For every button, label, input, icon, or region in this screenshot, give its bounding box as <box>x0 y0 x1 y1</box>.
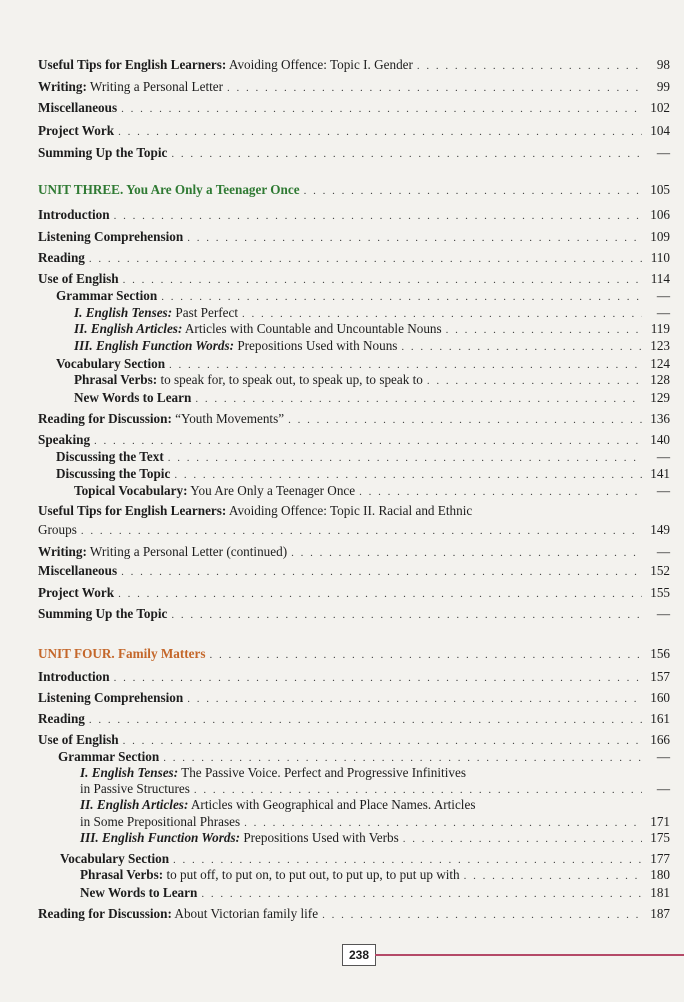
dot-leader <box>168 450 642 466</box>
toc-entry <box>80 830 670 847</box>
toc-entry <box>56 449 670 466</box>
toc-entry-text: Useful Tips for English Learners: <box>38 503 227 518</box>
toc-page-number: 161 <box>650 711 670 726</box>
toc-page-number: 187 <box>650 906 670 921</box>
toc-page-number: 119 <box>650 321 670 336</box>
toc-page-number: 177 <box>650 851 670 866</box>
toc-entry-title <box>38 271 119 287</box>
dot-leader <box>123 733 642 749</box>
toc-entry-text: Vocabulary Section <box>60 851 170 866</box>
toc-entry-text: II. English Articles: <box>74 321 183 336</box>
toc-entry-title <box>56 449 164 465</box>
toc-entry-text: Writing a Personal Letter <box>86 79 224 94</box>
dot-leader <box>201 886 642 902</box>
toc-entry <box>38 690 670 707</box>
toc-entry-text: Groups <box>38 522 77 537</box>
dot-leader <box>291 545 642 561</box>
toc-entry-text: Discussing the Topic <box>56 466 171 481</box>
toc-entry-text: Articles with Geographical and Place Names. Articles <box>188 797 476 812</box>
toc-entry-title <box>38 522 77 538</box>
toc-page-number: 175 <box>650 830 670 845</box>
toc-entry-title <box>74 321 442 337</box>
dot-leader <box>171 607 642 623</box>
toc-entry-title <box>80 885 197 901</box>
toc-entry-title <box>56 288 157 304</box>
toc-page-number: 109 <box>650 229 670 244</box>
toc-entry-text: Writing: <box>38 544 87 559</box>
toc-entry-title <box>80 765 466 781</box>
toc-entry <box>38 522 670 539</box>
toc-entry-text: Avoiding Offence: Topic II. Racial and Ethnic <box>226 503 473 518</box>
dot-leader <box>401 339 642 355</box>
toc-entry-title <box>38 432 90 448</box>
toc-entry <box>38 145 670 162</box>
toc-entry-title <box>74 483 355 499</box>
toc-entry-text: Past Perfect <box>172 305 239 320</box>
toc-entry <box>38 906 670 923</box>
toc-entry-title <box>38 145 167 161</box>
toc-entry-title <box>38 57 413 73</box>
dot-leader <box>210 647 642 663</box>
dot-leader <box>187 230 642 246</box>
dot-leader <box>195 391 642 407</box>
toc-entry-text: to put off, to put on, to put out, to put up, to put up with <box>163 867 460 882</box>
toc-page-number: 156 <box>650 646 670 661</box>
toc-page-number: 98 <box>656 57 670 72</box>
toc-page-number: 155 <box>650 585 670 600</box>
toc-entry-text: Phrasal Verbs: <box>80 867 164 882</box>
dot-leader <box>304 183 642 199</box>
toc-entry-title <box>38 100 117 116</box>
toc-entry-text: Introduction <box>38 669 110 684</box>
toc-entry-title <box>56 466 170 482</box>
toc-entry-title <box>74 390 191 406</box>
toc-page-number: — <box>656 781 670 796</box>
toc-entry <box>56 356 670 373</box>
toc-entry-title <box>80 781 190 797</box>
toc-entry <box>38 646 670 663</box>
toc-entry-text: III. English Function Words: <box>80 830 241 845</box>
toc-entry <box>38 411 670 428</box>
toc-page-number: 129 <box>650 390 670 405</box>
dot-leader <box>94 433 642 449</box>
toc-page-number: 166 <box>650 732 670 747</box>
dot-leader <box>417 58 642 74</box>
toc-entry <box>38 57 670 74</box>
toc-entry-text: Reading <box>38 250 85 265</box>
toc-entry-title <box>74 338 397 354</box>
toc-entry-title <box>38 646 206 662</box>
dot-leader <box>464 868 642 884</box>
toc-entry-title <box>38 207 110 223</box>
dot-leader <box>288 412 642 428</box>
toc-entry <box>80 814 670 831</box>
dot-leader <box>427 373 642 389</box>
dot-leader <box>359 484 642 500</box>
dot-leader <box>169 357 642 373</box>
toc-entry-text: “Youth Movements” <box>171 411 285 426</box>
toc-entry-text: I. English Tenses: <box>74 305 173 320</box>
toc-entry <box>56 288 670 305</box>
dot-leader <box>322 907 642 923</box>
dot-leader <box>89 712 642 728</box>
dot-leader <box>118 586 642 602</box>
toc-page-number: 141 <box>650 466 670 481</box>
toc-entry-text: The Passive Voice. Perfect and Progressive Infinitives <box>178 765 466 780</box>
toc-page-number: 140 <box>650 432 670 447</box>
toc-entry-text: I. English Tenses: <box>80 765 179 780</box>
toc-entry-title <box>38 585 114 601</box>
toc-entry-text: Prepositions Used with Nouns <box>234 338 398 353</box>
dot-leader <box>123 272 642 288</box>
toc-entry <box>38 79 670 96</box>
dot-leader <box>403 831 642 847</box>
toc-entry-title <box>80 797 475 813</box>
toc-entry-text: Prepositions Used with Verbs <box>240 830 399 845</box>
toc-entry-text: Reading for Discussion: <box>38 411 172 426</box>
toc-entry-title <box>74 305 238 321</box>
toc-page-number: — <box>656 288 670 303</box>
toc-page-number: 105 <box>650 182 670 197</box>
toc-page-number: 136 <box>650 411 670 426</box>
toc-page-number: — <box>656 305 670 320</box>
toc-entry <box>38 207 670 224</box>
toc-entry-title <box>38 669 110 685</box>
toc-entry <box>74 321 670 338</box>
toc-page-number: 114 <box>650 271 670 286</box>
dot-leader <box>161 289 642 305</box>
toc-entry-text: Use of English <box>38 271 119 286</box>
toc-page-number: — <box>656 145 670 160</box>
dot-leader <box>121 564 642 580</box>
toc-entry-text: Discussing the Text <box>56 449 164 464</box>
toc-entry <box>38 563 670 580</box>
toc-entry-text: Summing Up the Topic <box>38 606 168 621</box>
page-number: 238 <box>342 944 376 966</box>
toc-page-number: 124 <box>650 356 670 371</box>
toc-entry-text: Introduction <box>38 207 110 222</box>
toc-entry-title <box>38 123 114 139</box>
toc-entry <box>80 781 670 798</box>
toc-page-number: 180 <box>650 867 670 882</box>
toc-entry <box>74 483 670 500</box>
toc-entry-text: Topical Vocabulary: <box>74 483 188 498</box>
toc-entry-text: Project Work <box>38 585 115 600</box>
toc-page-number: — <box>656 449 670 464</box>
toc-page-number: — <box>656 483 670 498</box>
dot-leader <box>163 750 642 766</box>
toc-entry-text: Writing: <box>38 79 87 94</box>
footer-rule <box>375 954 684 956</box>
toc-entry-text: Writing a Personal Letter (continued) <box>86 544 288 559</box>
toc-entry-text: UNIT FOUR. Family Matters <box>38 646 206 661</box>
toc-entry-title <box>38 182 300 198</box>
toc-entry-text: UNIT THREE. You Are Only a Teenager Once <box>38 182 300 197</box>
toc-entry-title <box>38 606 167 622</box>
toc-page-number: 99 <box>656 79 670 94</box>
toc-page-number: 160 <box>650 690 670 705</box>
toc-entry-text: Articles with Countable and Uncountable Nouns <box>182 321 442 336</box>
toc-page-number: 157 <box>650 669 670 684</box>
toc-entry-text: to speak for, to speak out, to speak up, to speak to <box>157 372 423 387</box>
dot-leader <box>89 251 642 267</box>
toc-entry-title <box>38 563 117 579</box>
dot-leader <box>244 815 642 831</box>
toc-entry-text: Listening Comprehension <box>38 229 184 244</box>
toc-entry-text: New Words to Learn <box>74 390 192 405</box>
toc-entry <box>38 432 670 449</box>
toc-entry-title <box>80 867 460 883</box>
dot-leader <box>81 523 642 539</box>
toc-entry-title <box>56 356 165 372</box>
toc-entry <box>38 123 670 140</box>
toc-entry <box>38 585 670 602</box>
toc-entry-text: Summing Up the Topic <box>38 145 168 160</box>
dot-leader <box>121 101 642 117</box>
toc-page-number: 181 <box>650 885 670 900</box>
dot-leader <box>187 691 642 707</box>
toc-entry-text: Avoiding Offence: Topic I. Gender <box>226 57 413 72</box>
toc-entry <box>80 765 670 781</box>
toc-entry <box>38 503 670 519</box>
toc-entry <box>60 851 670 868</box>
toc-entry-title <box>80 830 399 846</box>
toc-entry-title <box>38 503 472 519</box>
toc-page-number: 104 <box>650 123 670 138</box>
toc-page-number: — <box>656 749 670 764</box>
toc-entry-text: Grammar Section <box>56 288 158 303</box>
toc-entry <box>80 867 670 884</box>
toc-entry-title <box>38 250 85 266</box>
toc-entry-text: Miscellaneous <box>38 563 118 578</box>
toc-entry-title <box>38 732 119 748</box>
toc-entry <box>38 271 670 288</box>
toc-page-number: — <box>656 606 670 621</box>
toc-entry-title <box>38 906 318 922</box>
toc-page-number: — <box>656 544 670 559</box>
toc-page-number: 152 <box>650 563 670 578</box>
toc-entry-text: About Victorian family life <box>171 906 319 921</box>
dot-leader <box>227 80 642 96</box>
toc-page-number: 123 <box>650 338 670 353</box>
toc-page-number: 171 <box>650 814 670 829</box>
toc-page-number: 106 <box>650 207 670 222</box>
toc-entry-text: Speaking <box>38 432 91 447</box>
toc-entry <box>74 372 670 389</box>
toc-entry-text: Reading for Discussion: <box>38 906 172 921</box>
toc-entry-text: You Are Only a Teenager Once <box>187 483 356 498</box>
dot-leader <box>114 670 642 686</box>
toc-entry-title <box>38 544 287 560</box>
toc-entry <box>38 711 670 728</box>
toc-entry <box>38 100 670 117</box>
dot-leader <box>446 322 642 338</box>
toc-entry-text: III. English Function Words: <box>74 338 235 353</box>
toc-entry-title <box>58 749 159 765</box>
toc-entry-text: Use of English <box>38 732 119 747</box>
toc-entry-text: Miscellaneous <box>38 100 118 115</box>
toc-entry <box>56 466 670 483</box>
toc-entry-text: Reading <box>38 711 85 726</box>
toc-entry-text: Project Work <box>38 123 115 138</box>
toc-entry-title <box>38 411 284 427</box>
toc-entry <box>80 885 670 902</box>
toc-entry-text: II. English Articles: <box>80 797 189 812</box>
toc-entry-text: New Words to Learn <box>80 885 198 900</box>
toc-entry <box>38 606 670 623</box>
toc-entry-title <box>80 814 240 830</box>
toc-entry <box>74 305 670 322</box>
toc-entry <box>74 338 670 355</box>
toc-entry <box>80 797 670 813</box>
toc-entry-title <box>38 79 223 95</box>
toc-page-number: 110 <box>650 250 670 265</box>
toc-entry-title <box>38 229 183 245</box>
toc-entry-title <box>60 851 169 867</box>
toc-entry-title <box>74 372 423 388</box>
toc-entry <box>58 749 670 766</box>
toc-entry-title <box>38 690 183 706</box>
toc-entry <box>38 544 670 561</box>
toc-entry-text: Phrasal Verbs: <box>74 372 158 387</box>
toc-entry <box>74 390 670 407</box>
toc-entry <box>38 732 670 749</box>
dot-leader <box>242 306 642 322</box>
toc-entry <box>38 250 670 267</box>
toc-entry-text: Grammar Section <box>58 749 160 764</box>
toc-entry-text: Listening Comprehension <box>38 690 184 705</box>
toc-entry-text: in Some Prepositional Phrases <box>80 814 241 829</box>
toc-entry-text: Useful Tips for English Learners: <box>38 57 227 72</box>
dot-leader <box>118 124 642 140</box>
toc-entry <box>38 229 670 246</box>
toc-entry-title <box>38 711 85 727</box>
toc-entry <box>38 182 670 199</box>
toc-page-number: 149 <box>650 522 670 537</box>
dot-leader <box>174 467 642 483</box>
dot-leader <box>114 208 642 224</box>
toc-entry <box>38 669 670 686</box>
toc-entry-text: Vocabulary Section <box>56 356 166 371</box>
dot-leader <box>173 852 642 868</box>
toc-page-number: 102 <box>650 100 670 115</box>
toc-page-number: 128 <box>650 372 670 387</box>
toc-entry-text: in Passive Structures <box>80 781 190 796</box>
dot-leader <box>171 146 642 162</box>
dot-leader <box>194 782 642 798</box>
